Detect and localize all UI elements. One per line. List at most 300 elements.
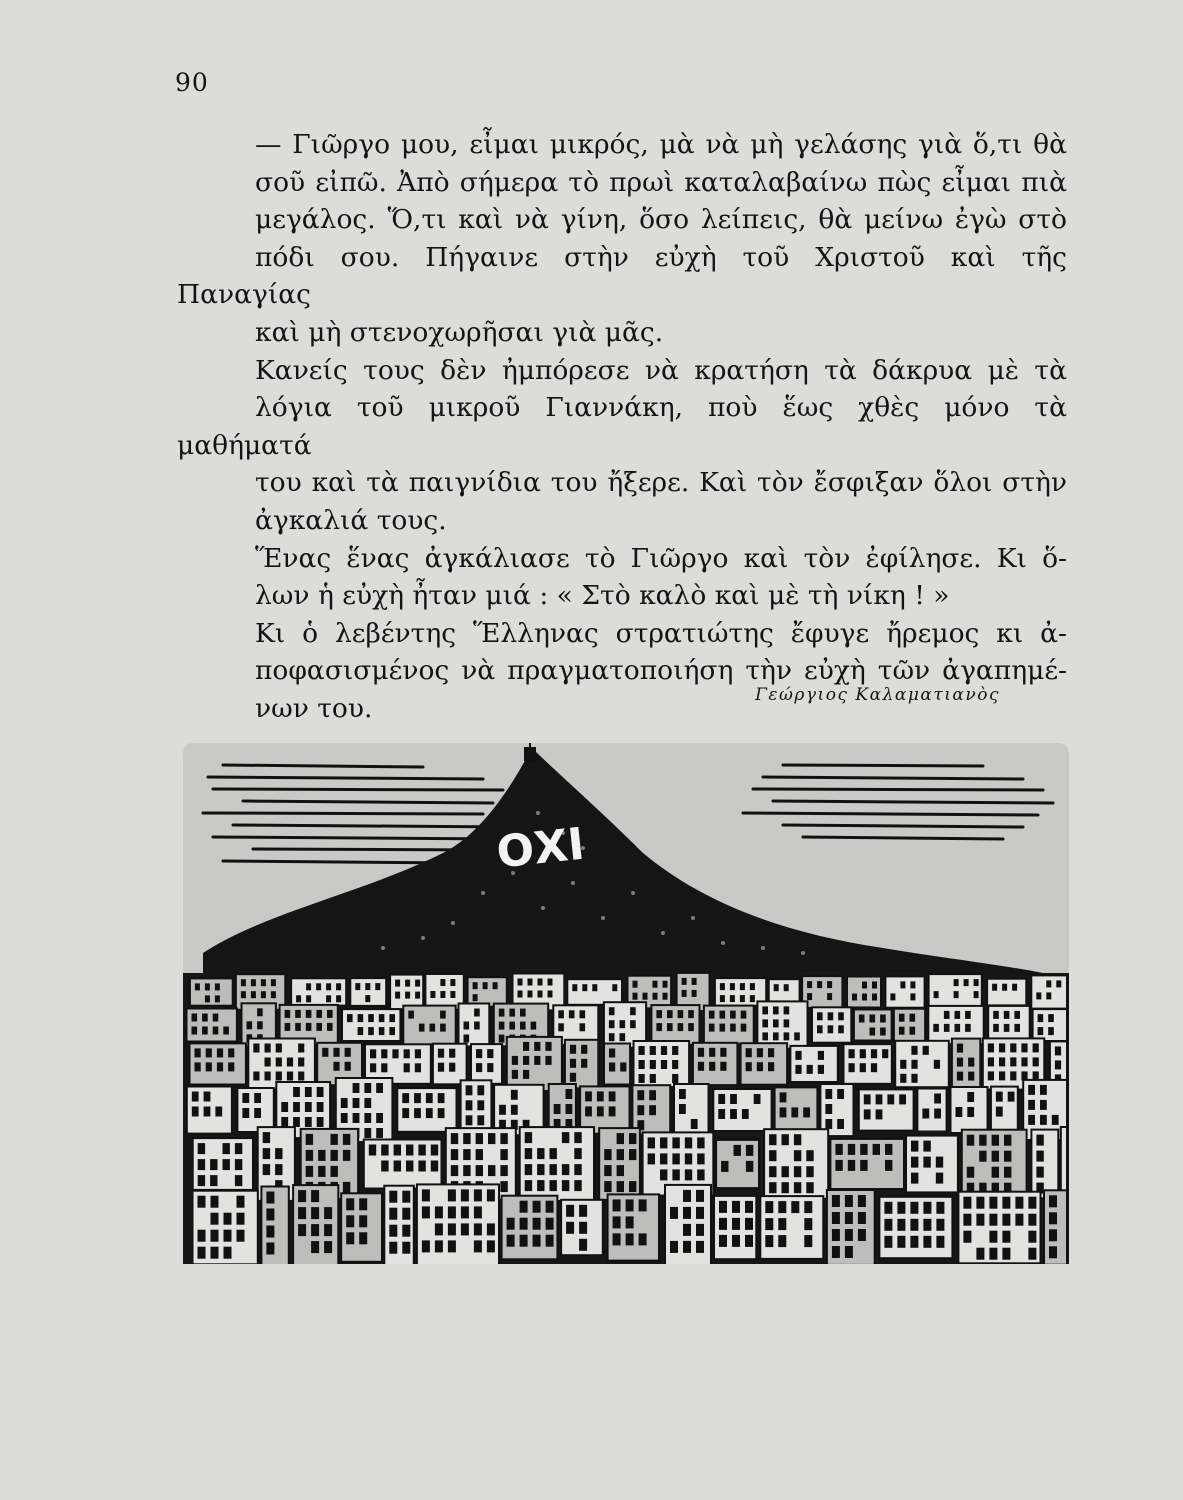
building-window (597, 1106, 604, 1116)
building-window (967, 1107, 974, 1117)
building-window (198, 1230, 206, 1242)
building-window (974, 991, 979, 998)
building-window (438, 1093, 445, 1103)
building-window (858, 1195, 866, 1207)
building-window (1015, 1214, 1023, 1226)
building-window (1033, 1057, 1039, 1066)
building-window (860, 1144, 867, 1155)
building-window (579, 1205, 587, 1217)
building-window (215, 995, 220, 1002)
building (885, 976, 924, 1007)
building-window (897, 1202, 905, 1214)
building-window (528, 991, 533, 998)
building-window (730, 1011, 736, 1019)
building-window (451, 1165, 458, 1176)
building-window (461, 1189, 469, 1201)
building-window (554, 1104, 561, 1114)
building-window (355, 983, 360, 990)
building-window (389, 1191, 397, 1203)
building-window (692, 990, 697, 997)
building-window (1040, 1085, 1047, 1095)
building-window (389, 1027, 395, 1035)
oxi-sign: ΟΧΙ (494, 818, 587, 879)
building-window (597, 1091, 604, 1101)
building-window (376, 1128, 383, 1138)
building-window (585, 1106, 592, 1116)
building-window (989, 1197, 997, 1209)
building-window (523, 1056, 529, 1065)
building-window (287, 1058, 293, 1067)
building-window (979, 1135, 986, 1146)
building-window (365, 995, 370, 1002)
building-window (993, 1024, 999, 1032)
building (854, 1010, 892, 1041)
building-window (1038, 1014, 1044, 1022)
building-window (1028, 1248, 1036, 1260)
building-window (566, 1104, 573, 1114)
building-window (845, 1195, 853, 1207)
building-window (461, 1206, 469, 1218)
building-window (884, 1236, 892, 1248)
building-window (626, 1216, 634, 1228)
building-window (910, 1202, 918, 1214)
building-window (617, 1165, 624, 1176)
building-window (466, 1085, 473, 1095)
building-window (370, 1049, 376, 1058)
building-window (835, 1144, 842, 1155)
building-window (660, 1137, 667, 1148)
building-window (202, 1014, 208, 1022)
building-window (215, 983, 220, 990)
building-window (474, 1189, 482, 1201)
building-window (359, 1215, 367, 1227)
building-window (859, 1015, 865, 1023)
building-window (663, 993, 668, 1000)
building-window (228, 1062, 234, 1071)
building-window (910, 981, 915, 988)
building-window (464, 1022, 470, 1030)
building-window (395, 992, 400, 999)
building-window (546, 1218, 554, 1230)
city-buildings (187, 973, 1068, 1264)
building-window (720, 1024, 726, 1032)
building-window (650, 1046, 656, 1055)
building-window (402, 1191, 410, 1203)
building-window (1048, 1027, 1054, 1035)
building-window (845, 1246, 853, 1258)
text-line: του καὶ τὰ παιγνίδια του ἤξερε. Καὶ τὸν ἔσφιξαν ὅλοι στὴν (255, 467, 1067, 499)
building-window (418, 1161, 425, 1172)
building-window (872, 982, 877, 989)
building-window (476, 1149, 483, 1160)
building-window (224, 1213, 232, 1225)
text-line: νων του. (255, 692, 373, 724)
building-window (835, 1160, 842, 1171)
building-window (697, 1153, 704, 1164)
building-window (311, 1207, 319, 1219)
building-window (718, 1094, 725, 1104)
building-window (276, 1072, 282, 1081)
building-window (807, 981, 812, 988)
building-window (672, 1169, 679, 1180)
building-window (1002, 1248, 1010, 1260)
building-window (613, 1199, 621, 1211)
building-window (558, 1023, 564, 1031)
building-window (653, 993, 658, 1000)
building-window (265, 1044, 271, 1053)
building-window (1036, 992, 1041, 999)
building-window (806, 1150, 813, 1161)
building-window (448, 1240, 456, 1252)
building-window (864, 1094, 871, 1104)
building-window (817, 1025, 823, 1033)
building-window (345, 1062, 351, 1071)
building-window (804, 1235, 812, 1247)
building (567, 979, 622, 1005)
building-window (341, 1098, 348, 1108)
building-window (1040, 1115, 1047, 1125)
building-window (341, 1113, 348, 1123)
building-window (845, 1229, 853, 1241)
building-window (804, 1201, 812, 1213)
text-line: ποφασισμένος νὰ πραγματοποιήση τὴν εὐχὴ τῶν ἀγαπημέ- (255, 655, 1067, 687)
building-window (364, 1098, 371, 1108)
building-window (762, 1032, 768, 1040)
building-window (346, 1198, 354, 1210)
building-window (1048, 1014, 1054, 1022)
building-window (828, 1025, 834, 1033)
building-window (780, 1092, 787, 1102)
building-window (487, 1189, 495, 1201)
building-window (1046, 980, 1051, 987)
building-window (765, 1218, 773, 1230)
building-window (381, 1145, 388, 1156)
building-window (685, 1169, 692, 1180)
building-window (806, 1166, 813, 1177)
building-window (954, 991, 959, 998)
building-window (223, 1159, 230, 1170)
building-window (476, 1165, 483, 1176)
building-window (415, 992, 420, 999)
building-window (192, 1014, 198, 1022)
building-window (254, 1108, 261, 1118)
building-window (394, 1161, 401, 1172)
building-window (957, 1072, 963, 1081)
building-window (477, 1085, 484, 1095)
building-window (448, 1206, 456, 1218)
building-window (832, 1246, 840, 1258)
building-window (474, 1223, 482, 1235)
building-window (791, 1201, 799, 1213)
building-window (650, 1074, 656, 1083)
building-window (988, 1071, 994, 1080)
building-window (359, 1198, 367, 1210)
building-window (263, 1132, 270, 1143)
building-window (757, 1062, 763, 1071)
building-window (538, 991, 543, 998)
text-line: Κανείς τους δὲν ἠμπόρεσε νὰ κρατήση τὰ δάκρυα μὲ τὰ (255, 354, 1067, 386)
building-window (525, 1164, 532, 1175)
building-window (721, 1161, 728, 1172)
building-window (765, 1235, 773, 1247)
building-window (838, 1012, 844, 1020)
building-window (769, 1182, 776, 1193)
building-window (426, 1108, 433, 1118)
author-signature: Γεώργιος Καλαματιανὸς (755, 685, 1000, 705)
building-window (402, 1208, 410, 1220)
building-window (911, 1141, 918, 1152)
building-window (235, 1143, 242, 1154)
building-window (389, 1242, 397, 1254)
building-window (885, 1160, 892, 1171)
building-window (682, 990, 687, 997)
building-window (298, 1058, 304, 1067)
building-window (228, 1048, 234, 1057)
building (261, 1187, 288, 1265)
building-window (1036, 1135, 1043, 1146)
building-window (768, 1062, 774, 1071)
building-window (317, 1087, 324, 1097)
building-window (211, 1230, 219, 1242)
building-window (828, 1012, 834, 1020)
building-window (430, 1024, 436, 1032)
text-line: λων ἡ εὐχὴ ἦταν μιά : « Στὸ καλὸ καὶ μὲ τὴ νίκη ! » (255, 580, 950, 612)
building-window (242, 1108, 249, 1118)
building-window (364, 1113, 371, 1123)
building-window (500, 1133, 507, 1144)
building-window (311, 1241, 319, 1253)
building-window (211, 1196, 219, 1208)
building-window (545, 1042, 551, 1051)
building-window (609, 1033, 615, 1041)
building-window (331, 1150, 338, 1161)
building-window (242, 1093, 249, 1103)
building-window (406, 1161, 413, 1172)
building (471, 1044, 502, 1084)
building-window (253, 1072, 259, 1081)
building-window (682, 978, 687, 985)
building-window (1010, 1057, 1016, 1066)
building-window (580, 1023, 586, 1031)
building-window (1055, 1046, 1061, 1055)
building-window (696, 1224, 704, 1236)
building-window (1002, 1197, 1010, 1209)
building-window (574, 1132, 581, 1143)
building-window (359, 1232, 367, 1244)
building-window (379, 1027, 385, 1035)
page-number: 90 (175, 68, 209, 97)
building-window (261, 979, 266, 986)
building-window (500, 1149, 507, 1160)
building-window (683, 1190, 691, 1202)
building-window (528, 979, 533, 986)
building-window (742, 1109, 749, 1119)
building-window (463, 1165, 470, 1176)
building-window (604, 1149, 611, 1160)
building-window (275, 1164, 282, 1175)
building-window (871, 1049, 877, 1058)
building-window (769, 1166, 776, 1177)
building-window (709, 1011, 715, 1019)
building-window (870, 1015, 876, 1023)
building-window (1002, 1231, 1010, 1243)
building-window (934, 1094, 941, 1104)
building-window (660, 1153, 667, 1164)
building-window (431, 1161, 438, 1172)
building-window (955, 1011, 961, 1019)
building-window (852, 994, 857, 1001)
building-window (253, 1044, 259, 1053)
building-window (402, 1225, 410, 1237)
building-window (696, 1190, 704, 1202)
building-window (473, 982, 478, 989)
building-window (375, 983, 380, 990)
building-window (923, 1236, 931, 1248)
building-window (910, 1014, 916, 1022)
building-window (773, 1019, 779, 1027)
building-window (613, 1233, 621, 1245)
building-window (306, 1134, 313, 1145)
building-window (911, 1046, 917, 1055)
building-window (911, 1157, 918, 1168)
building-window (934, 1060, 940, 1069)
building-window (910, 1236, 918, 1248)
building-window (223, 1027, 229, 1035)
building-window (324, 1224, 332, 1236)
building-window (438, 1063, 444, 1072)
building-window (697, 1169, 704, 1180)
building-window (795, 1051, 801, 1060)
building-window (609, 1091, 616, 1101)
building-window (639, 1046, 645, 1055)
building-window (1028, 1197, 1036, 1209)
building-window (862, 994, 867, 1001)
building-window (780, 1107, 787, 1117)
building-window (474, 1022, 480, 1030)
building-window (205, 995, 210, 1002)
building-window (650, 1060, 656, 1069)
building-window (858, 1229, 866, 1241)
building-window (988, 1057, 994, 1066)
building-window (661, 1060, 667, 1069)
building-window (936, 1219, 944, 1231)
building-window (870, 1028, 876, 1036)
building (917, 1089, 946, 1132)
building-window (629, 1181, 636, 1192)
building-window (609, 1007, 615, 1015)
building-window (265, 1072, 271, 1081)
building-window (1038, 1027, 1044, 1035)
building-window (235, 1159, 242, 1170)
building-window (911, 1074, 917, 1083)
building-window (965, 1011, 971, 1019)
building-window (546, 1201, 554, 1213)
building-window (487, 1240, 495, 1252)
building-window (316, 983, 321, 990)
woodcut-illustration (183, 743, 1069, 1264)
building-window (989, 1214, 997, 1226)
building-window (389, 1208, 397, 1220)
building-window (685, 1153, 692, 1164)
building-window (884, 1219, 892, 1231)
building-window (281, 1117, 288, 1127)
building-window (678, 1010, 684, 1018)
building-window (936, 1157, 943, 1168)
building-window (518, 991, 523, 998)
building-window (512, 1070, 518, 1079)
building-window (440, 979, 445, 986)
building-window (276, 1044, 282, 1053)
building-window (509, 1022, 515, 1030)
building-window (817, 981, 822, 988)
building-window (968, 1072, 974, 1081)
building-window (746, 1145, 753, 1156)
building-window (499, 1035, 505, 1043)
building-window (364, 1128, 371, 1138)
building-window (741, 1024, 747, 1032)
building-window (923, 1202, 931, 1214)
building (342, 1009, 400, 1041)
building-window (1004, 1135, 1011, 1146)
building-window (296, 995, 301, 1002)
building-window (617, 1149, 624, 1160)
building-window (672, 1046, 678, 1055)
building-window (1028, 1100, 1035, 1110)
building-window (934, 991, 939, 998)
building-window (204, 1092, 211, 1102)
building-window (774, 984, 779, 991)
building-window (518, 979, 523, 986)
building-window (620, 1063, 626, 1072)
building-window (438, 1049, 444, 1058)
building-window (900, 1060, 906, 1069)
building-window (964, 979, 969, 986)
building-window (692, 978, 697, 985)
building-window (408, 1011, 414, 1019)
building-window (566, 1205, 574, 1217)
building-window (992, 1135, 999, 1146)
building-window (419, 1024, 425, 1032)
building-window (993, 1011, 999, 1019)
building-window (629, 1149, 636, 1160)
building-window (899, 1014, 905, 1022)
building-window (910, 993, 915, 1000)
building-window (637, 1105, 644, 1115)
building-window (537, 1148, 544, 1159)
body-text (177, 126, 1067, 728)
text-line: μεγάλος. Ὅ,τι καὶ νὰ γίνη, ὅσο λείπεις, θὰ μείνω ἐγὼ στὸ (255, 204, 1067, 236)
building-window (266, 1192, 274, 1204)
building-window (720, 1048, 726, 1057)
building-window (1014, 1011, 1020, 1019)
building (1033, 1009, 1067, 1041)
building-window (192, 1107, 199, 1117)
building-window (463, 1133, 470, 1144)
building-window (778, 1218, 786, 1230)
building-window (534, 1042, 540, 1051)
building-window (794, 1032, 800, 1040)
building-window (849, 1049, 855, 1058)
building-window (198, 1196, 206, 1208)
building-window (507, 1235, 515, 1247)
building-window (996, 1092, 1003, 1102)
building-window (217, 1062, 223, 1071)
building-window (406, 1145, 413, 1156)
building-window (448, 1223, 456, 1235)
building-window (343, 1134, 350, 1145)
building-window (663, 981, 668, 988)
building-window (211, 1247, 219, 1259)
